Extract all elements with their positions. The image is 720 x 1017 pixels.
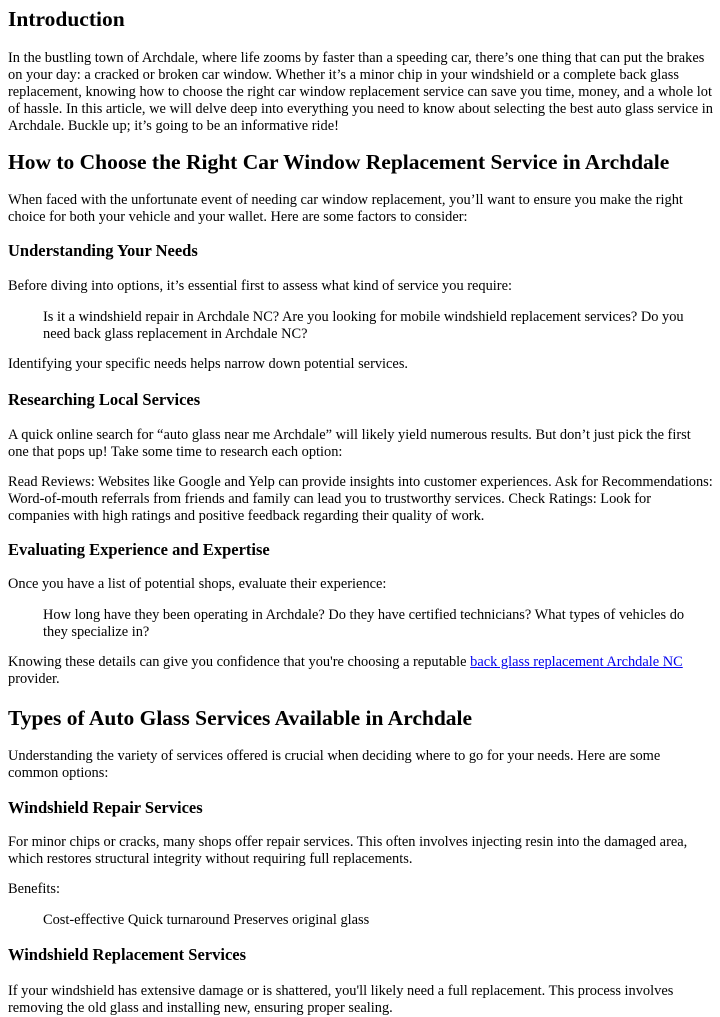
research-tips-paragraph: Read Reviews: Websites like Google and Yelp can provide insights into customer experiences. Ask for Recommendations: Word-of-mouth referrals from friends and family can lead you to trustworthy services. Check Ratings: Look for companies with high ratings and positive feedback regarding their quality of work. (8, 474, 713, 524)
researching-services-intro: A quick online search for “auto glass near me Archdale” will likely yield numerous results. But don’t just pick the first one that pops up! Take some time to research each option: (8, 427, 691, 460)
outro-text-before: Knowing these details can give you confidence that you're choosing a reputable (8, 654, 471, 670)
windshield-repair-heading: Windshield Repair Services (8, 798, 203, 817)
types-of-services-heading: Types of Auto Glass Services Available in Archdale (8, 706, 473, 730)
types-of-services-paragraph: Understanding the variety of services offered is crucial when deciding where to go for your needs. Here are some common options: (8, 748, 661, 781)
evaluating-experience-heading: Evaluating Experience and Expertise (8, 540, 270, 559)
introduction-paragraph: In the bustling town of Archdale, where life zooms by faster than a speeding car, there’s one thing that can put the brakes on your day: a cracked or broken car window. Whether it’s a minor chip in your windshield or a complete back glass replacement, knowing how to choose the right car window replacement service can save you time, money, and a whole lot of hassle. In this article, we will delve deep into everything you need to know about selecting the best auto glass service in Archdale. Buckle up; it’s going to be an informative ride! (8, 50, 713, 134)
windshield-repair-paragraph: For minor chips or cracks, many shops offer repair services. This often involves injecting resin into the damaged area, which restores structural integrity without requiring full replacements. (8, 834, 688, 867)
choose-service-paragraph: When faced with the unfortunate event of needing car window replacement, you’ll want to ensure you make the right choice for both your vehicle and your wallet. Here are some factors to consider: (8, 192, 683, 225)
benefits-list: Cost-effective Quick turnaround Preserves original glass (43, 912, 370, 928)
researching-services-heading: Researching Local Services (8, 390, 201, 409)
introduction-heading: Introduction (8, 7, 125, 31)
needs-questions-quote: Is it a windshield repair in Archdale NC? Are you looking for mobile windshield replacement services? Do you need back glass replacement in Archdale NC? (43, 309, 684, 342)
experience-questions-quote: How long have they been operating in Archdale? Do they have certified technicians? What types of vehicles do they specialize in? (43, 607, 685, 640)
evaluating-experience-intro: Once you have a list of potential shops, evaluate their experience: (8, 576, 387, 592)
choose-service-heading: How to Choose the Right Car Window Replacement Service in Archdale (8, 150, 670, 174)
windshield-replacement-paragraph: If your windshield has extensive damage or is shattered, you'll likely need a full replacement. This process involves removing the old glass and installing new, ensuring proper sealing. (8, 983, 674, 1016)
evaluating-experience-outro (8, 654, 714, 688)
windshield-replacement-heading: Windshield Replacement Services (8, 945, 247, 964)
understanding-needs-outro: Identifying your specific needs helps narrow down potential services. (8, 356, 409, 372)
understanding-needs-heading: Understanding Your Needs (8, 241, 198, 260)
outro-text-after: provider. (8, 671, 60, 687)
understanding-needs-intro: Before diving into options, it’s essential first to assess what kind of service you require: (8, 278, 512, 294)
back-glass-replacement-link[interactable]: back glass replacement Archdale NC (470, 654, 683, 670)
benefits-label: Benefits: (8, 881, 60, 897)
